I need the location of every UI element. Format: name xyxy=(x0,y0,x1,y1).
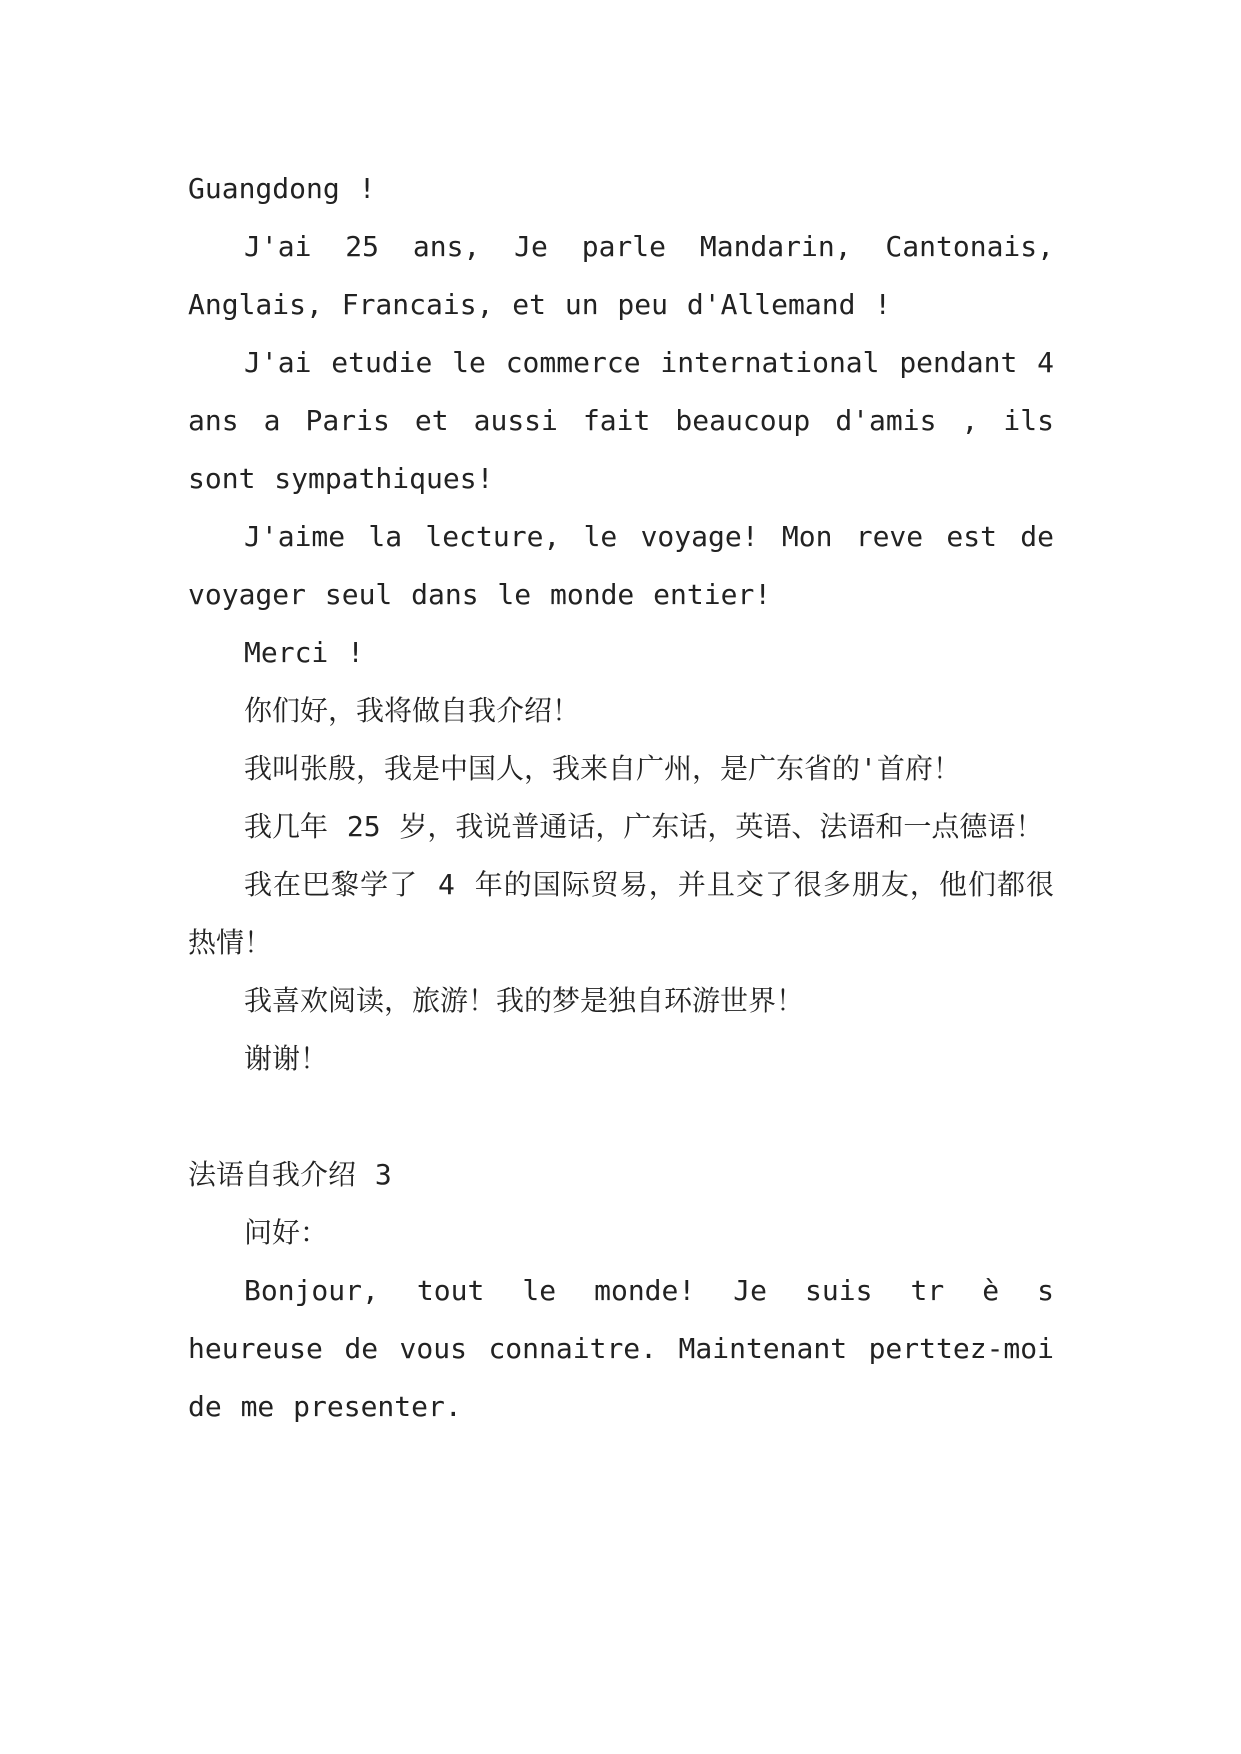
paragraph: J'ai 25 ans, Je parle Mandarin, Cantonais, Anglais, Francais, et un peu d'Allemand ! xyxy=(188,230,1054,321)
paragraph: 我叫张殷，我是中国人，我来自广州，是广东省的'首府！ xyxy=(244,752,961,785)
paragraph: 问好： xyxy=(244,1216,329,1249)
paragraph: 你们好，我将做自我介绍！ xyxy=(244,694,581,727)
document-body xyxy=(188,160,1054,1436)
paragraph: J'ai etudie le commerce international pendant 4 ans a Paris et aussi fait beaucoup d'amis , ils sont sympathiques! xyxy=(188,346,1054,495)
paragraph: Merci ! xyxy=(244,636,365,669)
paragraph: 谢谢！ xyxy=(244,1042,329,1075)
paragraph: Bonjour, tout le monde! Je suis tr è s heureuse de vous connaitre. Maintenant perttez-moi de me presenter. xyxy=(188,1274,1054,1423)
paragraph: 我在巴黎学了 4 年的国际贸易，并且交了很多朋友，他们都很热情！ xyxy=(188,868,1054,959)
section-title: 法语自我介绍 3 xyxy=(188,1158,392,1191)
paragraph: 我喜欢阅读，旅游！我的梦是独自环游世界！ xyxy=(244,984,805,1017)
paragraph: J'aime la lecture, le voyage! Mon reve est de voyager seul dans le monde entier! xyxy=(188,520,1054,611)
blank-line xyxy=(188,1088,1054,1146)
paragraph: Guangdong ! xyxy=(188,172,376,205)
paragraph: 我几年 25 岁，我说普通话，广东话，英语、法语和一点德语！ xyxy=(244,810,1044,843)
